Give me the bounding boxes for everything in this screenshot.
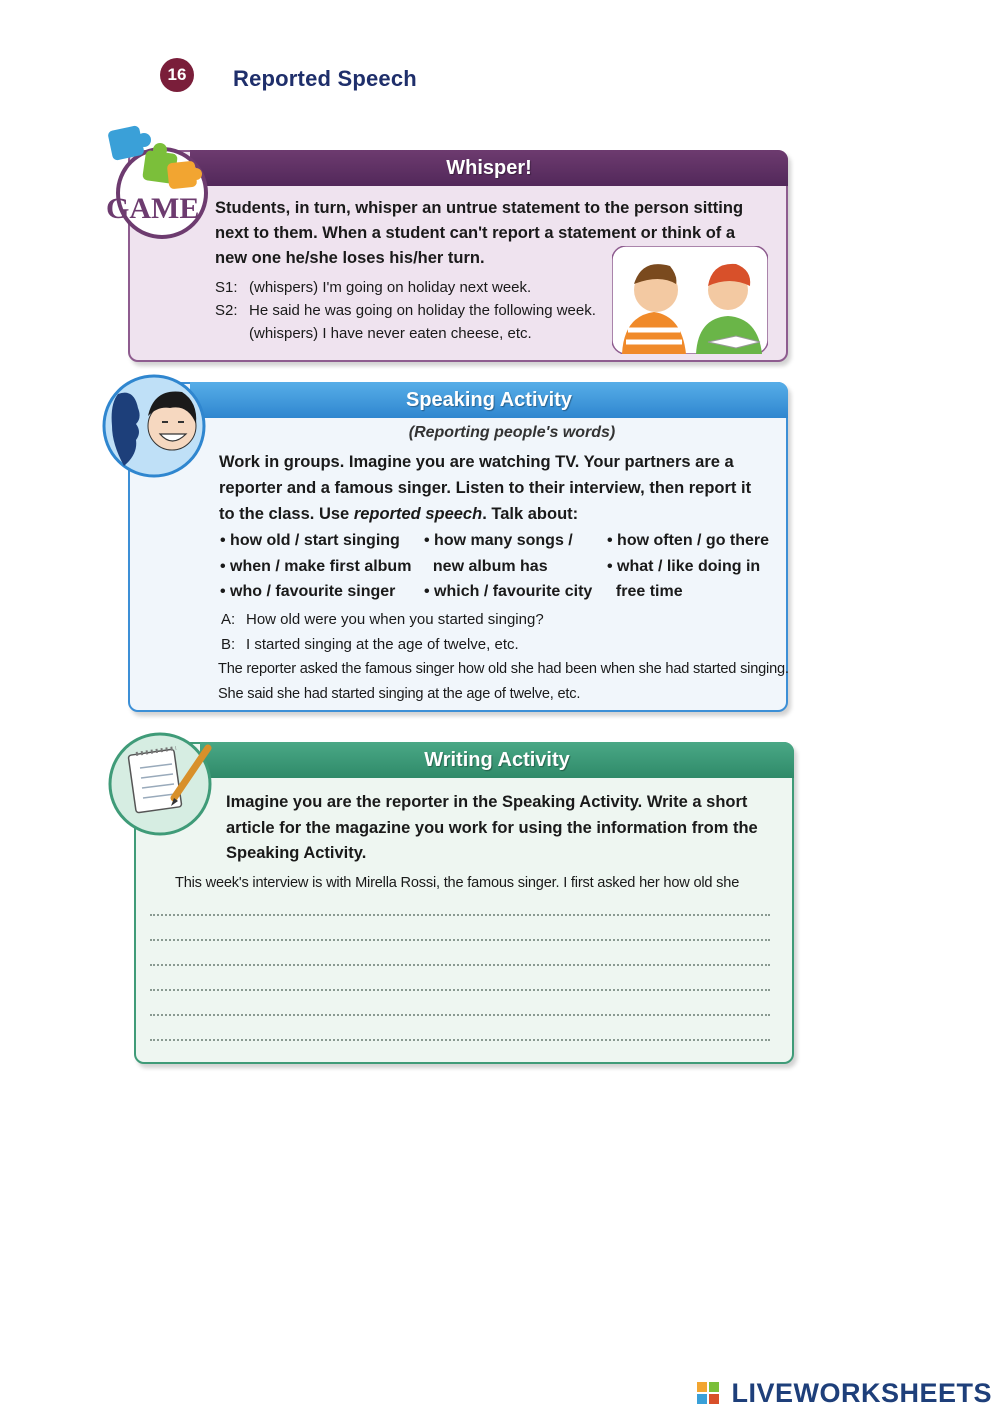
game-badge-text: GAME	[106, 192, 200, 225]
writing-answer-line-1[interactable]	[150, 914, 770, 916]
writing-answer-line-5[interactable]	[150, 1014, 770, 1016]
notepad-pencil-icon	[104, 728, 220, 838]
writing-banner: Writing Activity	[200, 742, 794, 778]
writing-answer-line-3[interactable]	[150, 964, 770, 966]
page-title: Reported Speech	[233, 66, 417, 91]
writing-answer-line-2[interactable]	[150, 939, 770, 941]
game-instructions: Students, in turn, whisper an untrue statement to the person sitting next to them. When a student can't report a statement or think of a new one he/she loses his/her turn.	[215, 199, 744, 267]
writing-answer-line-4[interactable]	[150, 989, 770, 991]
game-puzzle-icon	[100, 118, 210, 243]
speaking-bullets-col3: • how often / go there • what / like doing in free time	[607, 528, 769, 605]
whisper-banner: Whisper!	[190, 150, 788, 186]
writing-instructions: Imagine you are the reporter in the Speaking Activity. Write a short article for the magazine you work for using the information from the Speaking Activity.	[226, 793, 758, 862]
whispering-boys-illustration	[612, 246, 768, 354]
speaking-report-example: The reporter asked the famous singer how old she had been when she had started singing. She said she had started singing at the age of twelve, etc.	[218, 661, 789, 702]
speaking-banner: Speaking Activity	[190, 382, 788, 418]
writing-answer-line-6[interactable]	[150, 1039, 770, 1041]
speaking-subtitle: (Reporting people's words)	[408, 424, 616, 441]
speaking-instructions: Work in groups. Imagine you are watching TV. Your partners are a reporter and a famous singer. Listen to their interview, then report it to the class. Use reported speech. Talk about:	[219, 453, 752, 523]
speaking-bullets-col1: • how old / start singing • when / make first album • who / favourite singer	[220, 528, 411, 605]
liveworksheets-logo-icon	[697, 1382, 719, 1404]
liveworksheets-brand: LIVEWORKSHEETS	[731, 1378, 992, 1408]
writing-starter-sentence: This week's interview is with Mirella Rossi, the famous singer. I first asked her how old she	[175, 875, 740, 891]
speaking-bullets-col2: • how many songs / new album has • which / favourite city	[424, 528, 592, 605]
speaking-dialog: A: How old were you when you started singing? B: I started singing at the age of twelve, etc.	[221, 611, 544, 653]
game-dialog: S1: (whispers) I'm going on holiday next week. S2: He said he was going on holiday the following week. (whispers) I have never eaten cheese, etc.	[215, 279, 596, 342]
unit-number-badge: 16	[160, 58, 194, 92]
